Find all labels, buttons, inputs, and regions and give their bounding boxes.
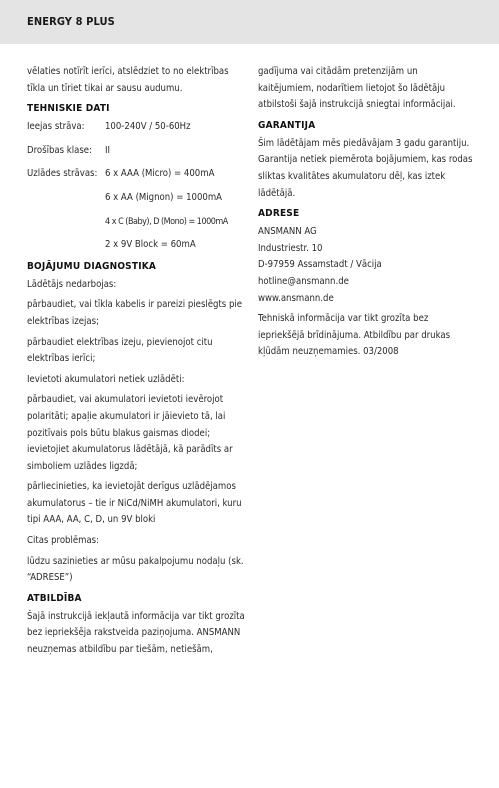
continuation-paragraph: gadījuma vai citādām pretenzijām un kaitējumiem, nodarītiem lietojot šo lādētāju atbilstoši šajā instrukcijā sniegtai informācijai. (258, 66, 456, 111)
liability-heading: ATBILDĪBA (27, 592, 82, 604)
diagnostics-item: pārbaudiet, vai akumulatori ievietoti ievērojot polaritāti; apaļie akumulatori ir jāievieto tā, lai pozitīvais pols būtu blakus gaismas diodei; ievietojiet akumulatorus lādētājā, kā parādīts ar simboliem uzlādes ligzdā; (27, 394, 233, 472)
spec-label: Ieejas strāva: (27, 121, 85, 133)
right-column (258, 64, 476, 365)
tech-data-heading: TEHNISKIE DATI (27, 103, 110, 115)
spec-value: II (105, 144, 111, 156)
diagnostics-item: pārbaudiet, vai tīkla kabelis ir pareizi pieslēgts pie elektrības izejas; (27, 299, 243, 327)
diagnostics-item: pārbaudiet elektrības izeju, pievienojot citu elektrības ierīci; (27, 336, 213, 365)
address-line: ANSMANN AG (258, 226, 317, 238)
intro-paragraph: vēlaties notīrīt ierīci, atslēdziet to no elektrības tīkla un tīriet tikai ar sausu audumu. (27, 66, 229, 94)
spec-value: 2 x 9V Block = 60mA (105, 239, 196, 251)
spec-row (27, 119, 245, 136)
diagnostics-item: Lādētājs nedarbojas: (27, 278, 117, 290)
spec-label: Uzlādes strāvas: (27, 168, 98, 180)
warranty-heading: GARANTIJA (258, 119, 316, 131)
diagnostics-item: Citas problēmas: (27, 535, 100, 547)
page-header (0, 0, 499, 44)
website-text: www.ansmann.de (258, 292, 334, 304)
address-line: D-97959 Assamstadt / Vācija (258, 259, 382, 271)
diagnostics-item: pārliecinieties, ka ievietojāt derīgus uzlādējamos akumulatorus – tie ir NiCd/NiMH akumulatori, kuru tipi AAA, AA, C, D, un 9V bloki (27, 481, 242, 526)
spec-value: 6 x AAA (Micro) = 400mA (105, 168, 215, 180)
liability-paragraph: Šajā instrukcijā iekļautā informācija var tikt grozīta bez iepriekšēja rakstveida paziņojuma. ANSMANN neuzņemas atbildību par tiešām, netiešām, (27, 610, 245, 656)
diagnostics-item: Ievietoti akumulatori netiek uzlādēti: (27, 373, 185, 385)
spec-row (27, 166, 245, 183)
spec-row (27, 143, 245, 160)
disclaimer-paragraph: Tehniskā informācija var tikt grozīta bez iepriekšējā brīdinājuma. Atbildību par drukas kļūdām neuzņemamies. 03/2008 (258, 313, 451, 358)
spec-value: 6 x AA (Mignon) = 1000mA (105, 191, 223, 203)
spec-label: Drošības klase: (27, 144, 92, 156)
diagnostics-heading: BOJĀJUMU DIAGNOSTIKA (27, 260, 157, 272)
warranty-paragraph: Šim lādētājam mēs piedāvājam 3 gadu garantiju. Garantija netiek piemērota bojājumiem, kas rodas sliktas kvalitātes akumulatoru dēļ, kas iztek lādētājā. (258, 137, 473, 199)
address-heading: ADRESE (258, 208, 300, 220)
diagnostics-item: lūdzu sazinieties ar mūsu pakalpojumu nodaļu (sk. “ADRESE”) (27, 555, 244, 584)
address-line: Industriestr. 10 (258, 242, 323, 254)
spec-value: 4 x C (Baby), D (Mono) = 1000mA (105, 216, 228, 227)
left-column (27, 64, 245, 663)
email-text: hotline@ansmann.de (258, 275, 349, 287)
spec-value: 100-240V / 50-60Hz (105, 121, 191, 133)
page-title: ENERGY 8 PLUS (27, 15, 115, 28)
